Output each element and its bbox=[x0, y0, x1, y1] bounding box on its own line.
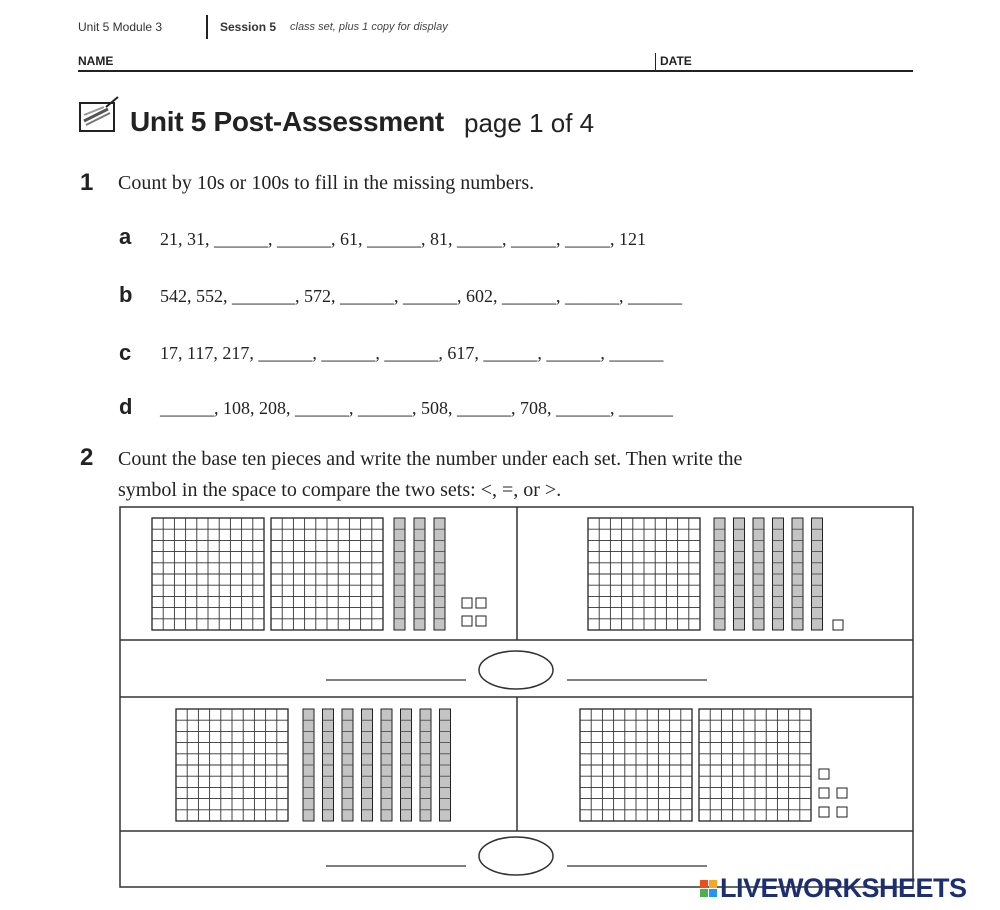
ten-rod bbox=[381, 709, 392, 821]
ten-rod bbox=[362, 709, 373, 821]
ten-rod bbox=[792, 518, 803, 630]
part-c-label: c bbox=[119, 340, 132, 365]
ten-rod bbox=[401, 709, 412, 821]
hundred-flat bbox=[271, 518, 383, 630]
compare-symbol-oval[interactable] bbox=[479, 837, 553, 875]
part-a-label: a bbox=[119, 224, 132, 249]
hundred-flat bbox=[176, 709, 288, 821]
answer-row-2 bbox=[326, 837, 707, 875]
part-b-sequence[interactable]: 542, 552, _______, 572, ______, ______, 602, ______, ______, ______ bbox=[160, 286, 682, 306]
name-label: NAME bbox=[78, 54, 114, 68]
one-cube bbox=[837, 807, 847, 817]
part-d-label: d bbox=[119, 394, 133, 419]
compare-symbol-oval[interactable] bbox=[479, 651, 553, 689]
session-note: class set, plus 1 copy for display bbox=[290, 21, 448, 33]
liveworksheets-logo-icon bbox=[700, 876, 718, 906]
ten-rod bbox=[773, 518, 784, 630]
ten-rod bbox=[303, 709, 314, 821]
question-2-prompt-line-1: Count the base ten pieces and write the number under each set. Then write the bbox=[118, 448, 743, 470]
ten-rod bbox=[414, 518, 425, 630]
ten-rod bbox=[714, 518, 725, 630]
hundred-flat bbox=[588, 518, 700, 630]
ten-rod bbox=[734, 518, 745, 630]
one-cube bbox=[462, 598, 472, 608]
ten-rod bbox=[434, 518, 445, 630]
question-2-prompt-line-2: symbol in the space to compare the two sets: <, =, or >. bbox=[118, 479, 562, 501]
ten-rod bbox=[440, 709, 451, 821]
part-c-sequence[interactable]: 17, 117, 217, ______, ______, ______, 617, ______, ______, ______ bbox=[160, 343, 664, 363]
ten-rod bbox=[342, 709, 353, 821]
ten-rod bbox=[420, 709, 431, 821]
liveworksheets-brand: LIVEWORKSHEETS bbox=[720, 873, 967, 903]
ten-rod bbox=[753, 518, 764, 630]
question-2-number: 2 bbox=[80, 444, 94, 471]
part-a-sequence[interactable]: 21, 31, ______, ______, 61, ______, 81, _____, _____, _____, 121 bbox=[160, 229, 646, 249]
hundred-flat bbox=[152, 518, 264, 630]
session-label: Session 5 bbox=[220, 20, 277, 34]
page-title: Unit 5 Post-Assessment bbox=[130, 106, 444, 137]
one-cube bbox=[819, 788, 829, 798]
ten-rod bbox=[394, 518, 405, 630]
ten-rod bbox=[323, 709, 334, 821]
one-cube bbox=[837, 788, 847, 798]
unit-module-label: Unit 5 Module 3 bbox=[78, 20, 163, 34]
one-cube bbox=[819, 769, 829, 779]
one-cube bbox=[476, 598, 486, 608]
hundred-flat bbox=[580, 709, 692, 821]
question-1-number: 1 bbox=[80, 169, 94, 196]
question-1-prompt: Count by 10s or 100s to fill in the missing numbers. bbox=[118, 172, 535, 194]
one-cube bbox=[833, 620, 843, 630]
answer-row-1 bbox=[326, 651, 707, 689]
ten-rod bbox=[812, 518, 823, 630]
hundred-flat bbox=[699, 709, 811, 821]
part-b-label: b bbox=[119, 282, 133, 307]
date-label: DATE bbox=[660, 54, 692, 68]
one-cube bbox=[476, 616, 486, 626]
part-d-sequence[interactable]: ______, 108, 208, ______, ______, 508, ______, 708, ______, ______ bbox=[160, 398, 673, 418]
one-cube bbox=[462, 616, 472, 626]
page-subtitle: page 1 of 4 bbox=[464, 108, 595, 138]
one-cube bbox=[819, 807, 829, 817]
